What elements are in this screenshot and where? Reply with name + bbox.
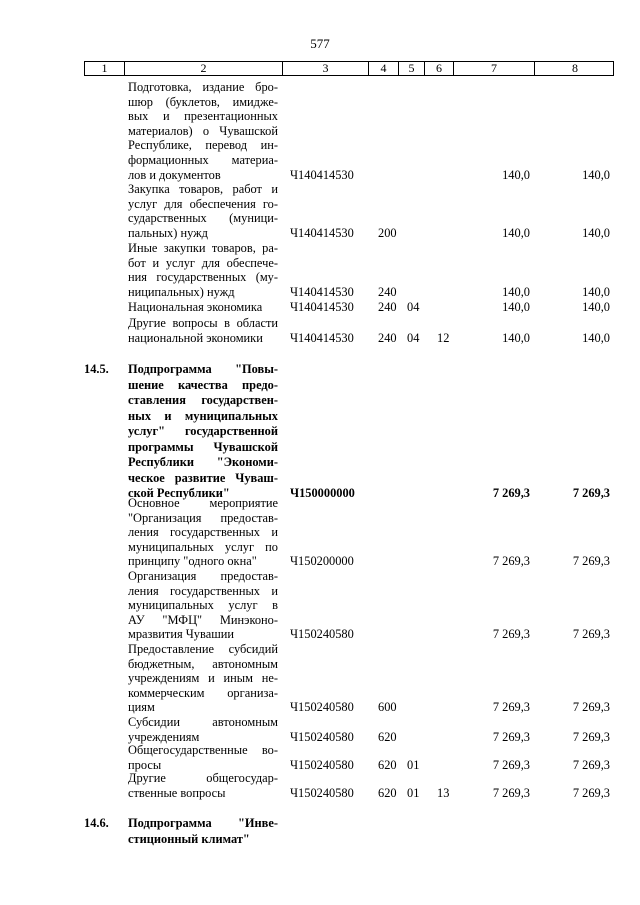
page-number: 577 — [310, 36, 330, 51]
row-name-line: циям — [128, 700, 155, 715]
row-name-line: вых и презентационных — [128, 109, 278, 124]
row-name-line: лов и документов — [128, 167, 221, 182]
row-name — [128, 496, 278, 569]
amount-year-1: 140,0 — [502, 330, 530, 345]
section-code: 01 — [407, 757, 420, 772]
row-name-line: "Организация предостав- — [128, 510, 278, 525]
row-name-line: АУ "МФЦ" Минэконо- — [128, 612, 278, 627]
row-number: 14.6. — [84, 816, 109, 830]
budget-code: Ч140414530 — [290, 284, 354, 299]
row-name-line: принципу "одного окна" — [128, 554, 257, 569]
row-name-line: бот и услуг для обеспече- — [128, 255, 278, 270]
header-col-8: 8 — [572, 61, 578, 75]
row-name-line: ственные вопросы — [128, 785, 226, 800]
section-code: 04 — [407, 330, 420, 345]
row-name — [128, 743, 278, 772]
budget-code: Ч150240580 — [290, 757, 354, 772]
row-name-line: Другие вопросы в области — [128, 316, 278, 330]
amount-year-1: 7 269,3 — [492, 757, 530, 772]
row-name-line: сударственных (муници- — [128, 211, 278, 226]
budget-code: Ч150240580 — [290, 785, 354, 800]
budget-code: Ч150240580 — [290, 627, 354, 642]
row-name-line: ления государственных и — [128, 525, 278, 540]
amount-year-2: 7 269,3 — [572, 757, 610, 772]
row-name-line: Организация предостав- — [128, 569, 278, 583]
amount-year-2: 7 269,3 — [572, 785, 610, 800]
row-name-line: Иные закупки товаров, ра- — [128, 241, 278, 255]
header-col-5: 5 — [399, 62, 425, 75]
header-col-7: 7 — [454, 62, 535, 75]
row-name-line: материалов) о Чувашской — [128, 123, 278, 138]
row-name-line: мразвития Чувашии — [128, 627, 234, 642]
row-name-line: Национальная экономика — [128, 300, 263, 314]
row-name-line: муниципальных услуг по — [128, 539, 278, 554]
row-name — [128, 316, 278, 345]
expense-type-code: 240 — [378, 284, 397, 299]
row-name-line: шение качества предо- — [128, 377, 278, 392]
budget-code: Ч150000000 — [290, 486, 355, 500]
amount-year-1: 7 269,3 — [492, 554, 530, 569]
row-name-line: ния государственных (му- — [128, 270, 278, 285]
budget-code: Ч140414530 — [290, 300, 354, 314]
row-name-line: национальной экономики — [128, 330, 263, 345]
row-name-line: Республики "Экономи- — [128, 455, 278, 469]
row-name-line: Закупка товаров, работ и — [128, 182, 278, 196]
amount-year-1: 7 269,3 — [492, 729, 530, 744]
row-name-line: Общегосударственные во- — [128, 743, 278, 757]
amount-year-2: 7 269,3 — [572, 700, 610, 715]
header-col-4: 4 — [369, 62, 399, 75]
expense-type-code: 620 — [378, 729, 397, 744]
amount-year-1: 7 269,3 — [492, 486, 530, 500]
row-name-line: бюджетным, автономным — [128, 656, 278, 671]
row-name — [128, 182, 278, 240]
amount-year-1: 7 269,3 — [492, 627, 530, 642]
section-code: 04 — [407, 300, 420, 314]
row-name-line: Основное мероприятие — [128, 496, 278, 510]
amount-year-1: 140,0 — [502, 300, 530, 314]
row-name-line: пальных) нужд — [128, 225, 208, 240]
row-name-line: Республике, перевод ин- — [128, 138, 278, 153]
row-name-line: услуг для обеспечения го- — [128, 196, 278, 211]
row-name-line: учреждениям и иным не- — [128, 671, 278, 686]
expense-type-code: 240 — [378, 330, 397, 345]
amount-year-2: 140,0 — [582, 225, 610, 240]
header-col-6: 6 — [425, 62, 454, 75]
budget-code: Ч140414530 — [290, 167, 354, 182]
row-name-line: ской Республики" — [128, 486, 230, 500]
budget-code: Ч150240580 — [290, 700, 354, 715]
row-name — [128, 642, 278, 715]
expense-type-code: 600 — [378, 700, 397, 715]
row-name-line: услуг" государственной — [128, 424, 278, 438]
row-name-line: Подготовка, издание бро- — [128, 80, 278, 94]
row-name-line: стиционный климат" — [128, 831, 250, 846]
expense-type-code: 620 — [378, 785, 397, 800]
budget-code: Ч150200000 — [290, 554, 354, 569]
header-col-2: 2 — [125, 62, 283, 75]
row-name — [128, 80, 278, 182]
row-name-line: Подпрограмма "Повы- — [128, 362, 278, 376]
amount-year-1: 140,0 — [502, 225, 530, 240]
row-name-line: формационных материа- — [128, 152, 278, 167]
row-name — [128, 362, 278, 502]
row-name-line: Предоставление субсидий — [128, 642, 278, 656]
section-code: 01 — [407, 785, 420, 800]
row-name-line: ставления государствен- — [128, 393, 278, 407]
amount-year-2: 7 269,3 — [572, 729, 610, 744]
expense-type-code: 240 — [378, 300, 397, 314]
amount-year-2: 7 269,3 — [572, 554, 610, 569]
amount-year-1: 7 269,3 — [492, 700, 530, 715]
row-name — [128, 816, 278, 847]
expense-type-code: 200 — [378, 225, 397, 240]
row-name-line: учреждениям — [128, 729, 200, 744]
header-col-1: 1 — [85, 62, 125, 75]
amount-year-2: 140,0 — [582, 300, 610, 314]
amount-year-1: 140,0 — [502, 284, 530, 299]
amount-year-1: 140,0 — [502, 167, 530, 182]
subsection-code: 12 — [437, 330, 450, 345]
row-name-line: Подпрограмма "Инве- — [128, 816, 278, 830]
header-col-3: 3 — [283, 62, 369, 75]
row-name-line: просы — [128, 757, 162, 772]
table-header — [84, 61, 614, 76]
row-name-line: ниципальных) нужд — [128, 284, 235, 299]
row-name-line: Другие общегосудар- — [128, 771, 278, 785]
subsection-code: 13 — [437, 785, 450, 800]
expense-type-code: 620 — [378, 757, 397, 772]
row-name — [128, 569, 278, 642]
row-name — [128, 771, 278, 800]
row-name-line: муниципальных услуг в — [128, 598, 278, 613]
row-name — [128, 241, 278, 299]
row-number: 14.5. — [84, 362, 109, 376]
row-name — [128, 300, 278, 315]
budget-code: Ч140414530 — [290, 225, 354, 240]
budget-code: Ч140414530 — [290, 330, 354, 345]
row-name-line: ческое развитие Чуваш- — [128, 470, 278, 485]
amount-year-1: 7 269,3 — [492, 785, 530, 800]
amount-year-2: 7 269,3 — [572, 486, 610, 500]
row-name-line: ных и муниципальных — [128, 408, 278, 423]
amount-year-2: 140,0 — [582, 330, 610, 345]
row-name-line: Субсидии автономным — [128, 715, 278, 729]
row-name-line: ления государственных и — [128, 583, 278, 598]
amount-year-2: 140,0 — [582, 167, 610, 182]
row-name-line: программы Чувашской — [128, 439, 278, 454]
budget-code: Ч150240580 — [290, 729, 354, 744]
row-name-line: коммерческим организа- — [128, 685, 278, 700]
row-name-line: шюр (буклетов, имидже- — [128, 94, 278, 109]
row-name — [128, 715, 278, 744]
amount-year-2: 140,0 — [582, 284, 610, 299]
amount-year-2: 7 269,3 — [572, 627, 610, 642]
